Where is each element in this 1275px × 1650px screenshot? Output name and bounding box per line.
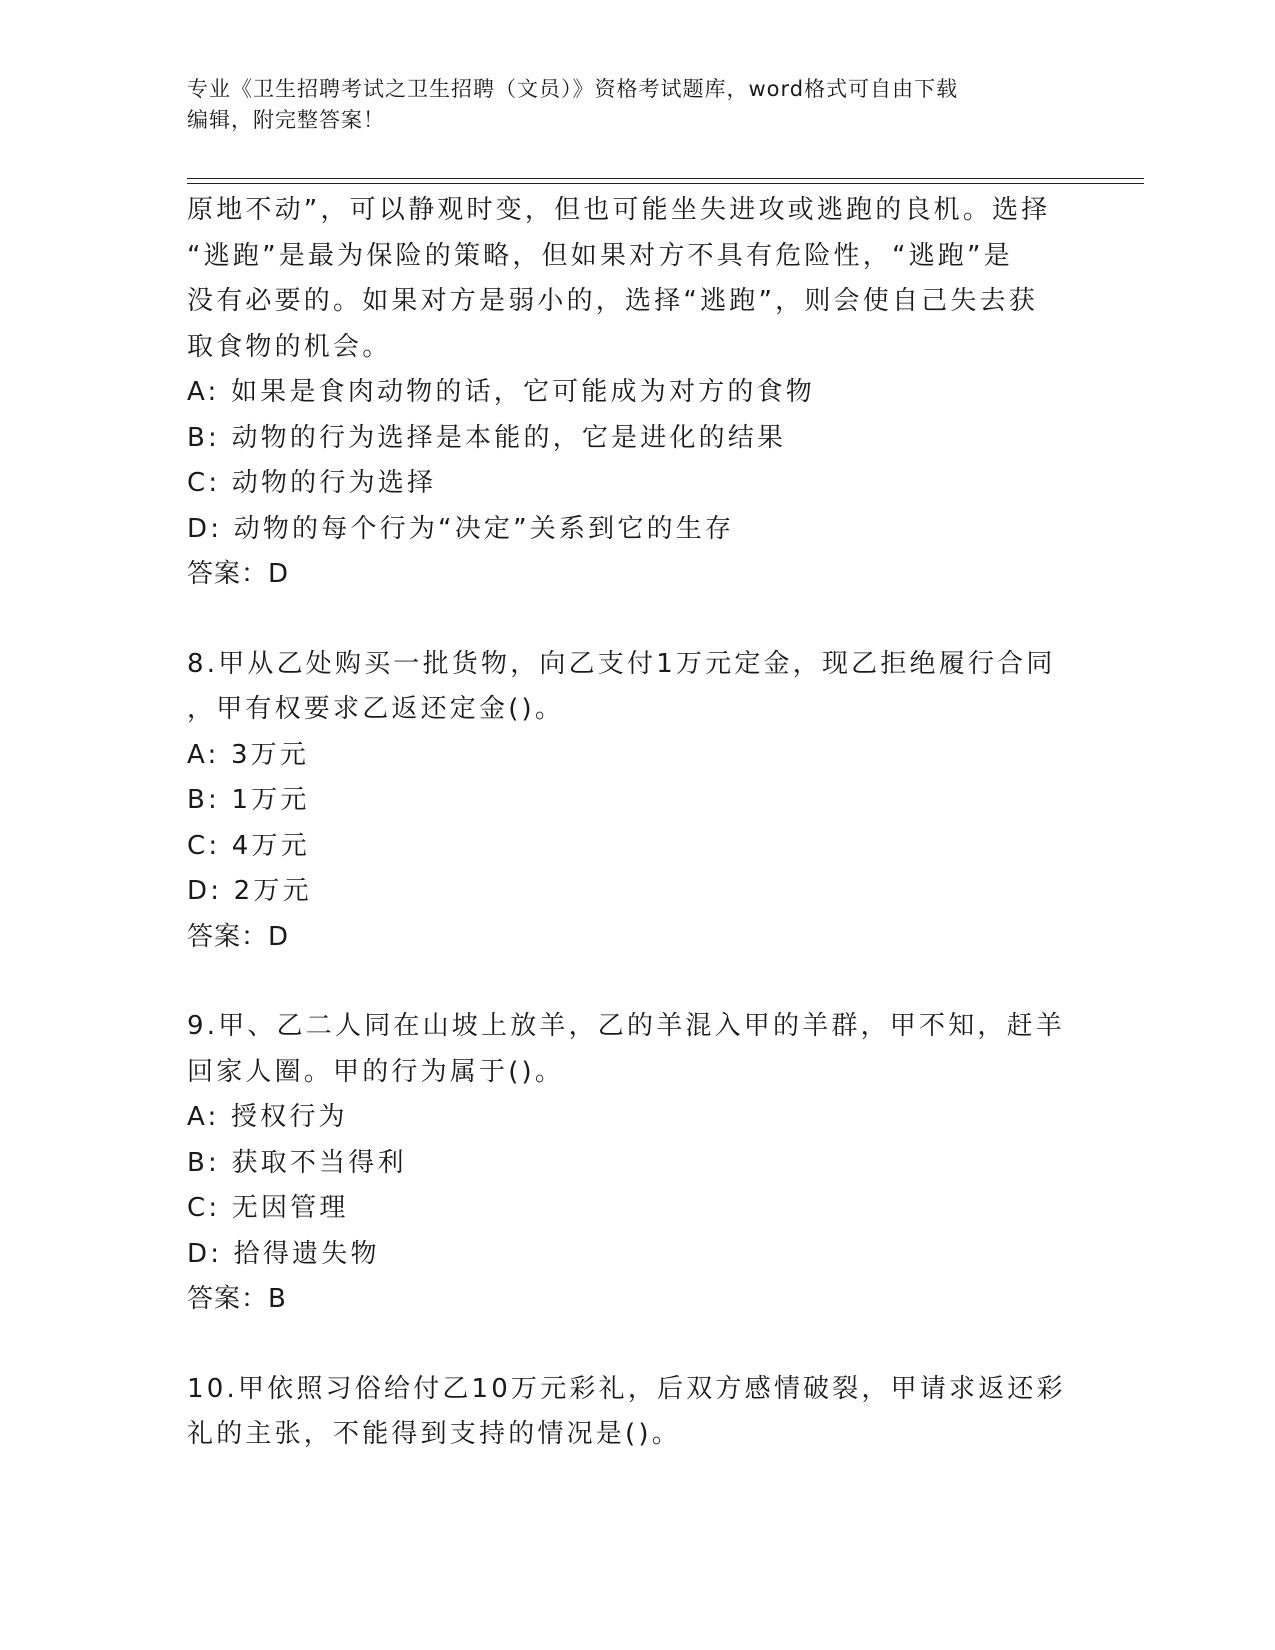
question-10 bbox=[187, 1367, 1087, 1458]
question-text-line: 9.甲、乙二人同在山坡上放羊，乙的羊混入甲的羊群，甲不知，赶羊 bbox=[187, 1011, 1066, 1041]
option-c: C: 动物的行为选择 bbox=[187, 468, 437, 498]
option-d: D: 2万元 bbox=[187, 876, 312, 906]
spacer bbox=[187, 1323, 1087, 1367]
document-body bbox=[187, 188, 1087, 1458]
question-text-line: 10.甲依照习俗给付乙10万元彩礼，后双方感情破裂，甲请求返还彩 bbox=[187, 1373, 1066, 1404]
option-a: A: 授权行为 bbox=[187, 1102, 348, 1132]
option-a: A: 3万元 bbox=[187, 739, 310, 770]
spacer bbox=[187, 960, 1087, 1004]
option-b: B: 动物的行为选择是本能的，它是进化的结果 bbox=[187, 422, 787, 453]
option-b: B: 1万元 bbox=[187, 785, 310, 815]
header-line-1: 专业《卫生招聘考试之卫生招聘（文员）》资格考试题库，word格式可自由下载 bbox=[187, 77, 959, 101]
answer-label: 答案：D bbox=[187, 559, 290, 589]
header-line-2: 编辑，附完整答案！ bbox=[187, 108, 385, 132]
spacer bbox=[187, 598, 1087, 642]
question-text-line: ，甲有权要求乙返还定金()。 bbox=[187, 694, 565, 724]
option-d: D: 拾得遗失物 bbox=[187, 1238, 380, 1269]
question-text-line: 取食物的机会。 bbox=[187, 331, 392, 362]
question-text-line: “逃跑”是最为保险的策略，但如果对方不具有危险性，“逃跑”是 bbox=[187, 240, 1013, 271]
question-text-line: 没有必要的。如果对方是弱小的，选择“逃跑”，则会使自己失去获 bbox=[187, 286, 1038, 316]
question-text-line: 8.甲从乙处购买一批货物，向乙支付1万元定金，现乙拒绝履行合同 bbox=[187, 648, 1056, 679]
page-header bbox=[187, 74, 1087, 136]
option-a: A: 如果是食肉动物的话，它可能成为对方的食物 bbox=[187, 377, 815, 407]
question-7 bbox=[187, 188, 1087, 598]
question-text-line: 回家人圈。甲的行为属于()。 bbox=[187, 1056, 565, 1087]
option-b: B: 获取不当得利 bbox=[187, 1147, 407, 1178]
question-9 bbox=[187, 1004, 1087, 1323]
option-c: C: 无因管理 bbox=[187, 1193, 349, 1223]
answer-label: 答案：B bbox=[187, 1284, 287, 1314]
question-text-line: 原地不动”，可以静观时变，但也可能坐失进攻或逃跑的良机。选择 bbox=[187, 195, 1051, 225]
option-c: C: 4万元 bbox=[187, 830, 310, 861]
question-text-line: 礼的主张，不能得到支持的情况是()。 bbox=[187, 1419, 681, 1449]
question-8 bbox=[187, 642, 1087, 961]
header-divider-top bbox=[187, 178, 1144, 179]
answer-label: 答案：D bbox=[187, 921, 290, 952]
header-divider-bottom bbox=[187, 183, 1144, 184]
option-d: D: 动物的每个行为“决定”关系到它的生存 bbox=[187, 513, 735, 544]
